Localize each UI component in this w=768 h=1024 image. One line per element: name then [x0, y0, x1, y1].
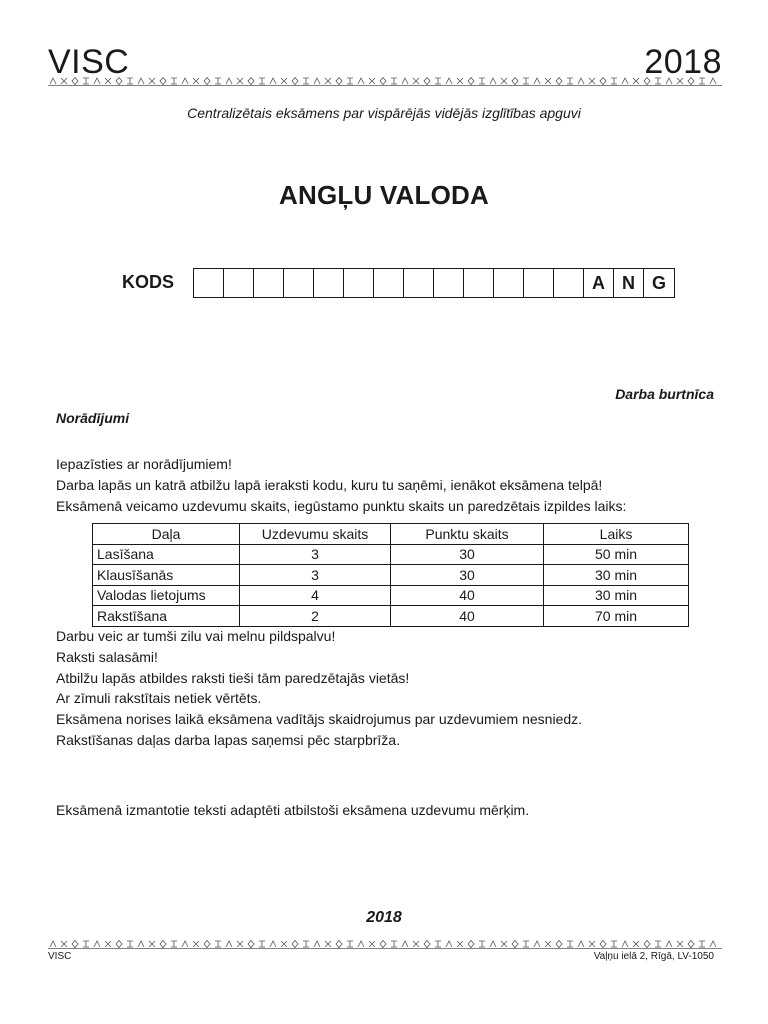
ornament-motif — [622, 941, 628, 947]
ornament-motif — [171, 941, 177, 947]
code-box — [254, 269, 284, 297]
exam-subtitle: Centralizētais eksāmens par vispārējās vidējās izglītības apguvi — [187, 105, 581, 121]
ornament-motif — [127, 941, 133, 947]
table-row — [93, 585, 689, 606]
instruction-line: Eksāmena norises laikā eksāmena vadītājs skaidrojumus par uzdevumiem nesniedz. — [56, 711, 583, 728]
table-header-cell: Daļa — [93, 524, 240, 545]
code-box-letter-a: A — [584, 269, 614, 297]
ornament-motif — [457, 941, 463, 947]
instructions-rules — [56, 626, 736, 751]
code-box — [494, 269, 524, 297]
top-ornament-border — [48, 77, 722, 86]
table-cell: 2 — [240, 606, 391, 627]
ornament-motif — [677, 941, 683, 947]
ornament-motif — [699, 78, 705, 84]
ornament-motif — [248, 78, 254, 85]
note-line: Eksāmenā izmantotie teksti adaptēti atbilstoši eksāmena uzdevumu mērķim. — [56, 802, 530, 818]
code-box — [284, 269, 314, 297]
ornament-motif — [523, 941, 529, 947]
ornament-motif — [105, 78, 111, 84]
ornament-motif — [567, 941, 573, 947]
ornament-motif — [512, 78, 518, 85]
table-cell: 30 — [391, 565, 544, 586]
ornament-motif — [611, 941, 617, 947]
footer-year: 2018 — [366, 909, 402, 926]
table-cell: Valodas lietojums — [93, 585, 240, 606]
ornament-motif — [369, 941, 375, 947]
ornament-motif — [457, 78, 463, 84]
ornament-motif — [94, 78, 100, 84]
ornament-motif — [303, 941, 309, 947]
ornament-motif — [149, 78, 155, 84]
ornament-motif — [556, 941, 562, 948]
ornament-motif — [215, 941, 221, 947]
code-boxes — [193, 268, 675, 298]
instructions-heading: Norādījumi — [56, 410, 130, 426]
code-box — [194, 269, 224, 297]
ornament-motif — [292, 78, 298, 85]
ornament-motif — [534, 78, 540, 84]
ornament-motif — [655, 78, 661, 84]
ornament-motif — [391, 941, 397, 947]
ornament-motif — [413, 941, 419, 947]
ornament-motif — [259, 941, 265, 947]
ornament-motif — [50, 941, 56, 947]
ornament-motif — [545, 78, 551, 84]
ornament-motif — [468, 78, 474, 85]
ornament-motif — [281, 941, 287, 947]
ornament-motif — [512, 941, 518, 948]
ornament-motif — [567, 78, 573, 84]
ornament-motif — [72, 78, 78, 85]
table-header-cell: Uzdevumu skaits — [240, 524, 391, 545]
ornament-motif — [633, 78, 639, 84]
ornament-motif — [556, 78, 562, 85]
ornament-motif — [501, 941, 507, 947]
table-row — [93, 565, 689, 586]
texts-note — [56, 800, 736, 821]
ornament-motif — [710, 941, 716, 947]
ornament-motif — [160, 78, 166, 85]
ornament-motif — [193, 78, 199, 84]
ornament-motif — [435, 78, 441, 84]
ornament-motif — [259, 78, 265, 84]
ornament-motif — [61, 78, 67, 84]
ornament-motif — [688, 941, 694, 948]
ornament-motif — [347, 941, 353, 947]
ornament-motif — [666, 941, 672, 947]
ornament-motif — [545, 941, 551, 947]
ornament-motif — [677, 78, 683, 84]
ornament-motif — [149, 941, 155, 947]
ornament-motif — [622, 78, 628, 84]
ornament-motif — [193, 941, 199, 947]
ornament-motif — [314, 78, 320, 84]
ornament-motif — [237, 78, 243, 84]
header-org: VISC — [48, 43, 130, 81]
instruction-line: Raksti salasāmi! — [56, 648, 158, 665]
ornament-motif — [127, 78, 133, 84]
ornament-motif — [490, 941, 496, 947]
code-box — [464, 269, 494, 297]
ornament-motif — [270, 78, 276, 84]
ornament-motif — [83, 941, 89, 947]
code-box-letter-g: G — [651, 272, 666, 293]
table-cell: Klausīšanās — [93, 565, 240, 586]
ornament-motif — [215, 78, 221, 84]
ornament-motif — [138, 78, 144, 84]
ornament-motif — [369, 78, 375, 84]
exam-structure-table — [92, 523, 689, 627]
ornament-motif — [644, 941, 650, 948]
ornament-motif — [237, 941, 243, 947]
instructions-intro — [56, 454, 736, 516]
ornament-motif — [501, 78, 507, 84]
table-header-cell: Punktu skaits — [391, 524, 544, 545]
code-box — [344, 269, 374, 297]
ornament-motif — [72, 941, 78, 948]
code-box — [314, 269, 344, 297]
ornament-motif — [160, 941, 166, 948]
table-cell: 30 — [391, 544, 544, 565]
instruction-line: Iepazīsties ar norādījumiem! — [56, 456, 232, 472]
exam-title: ANGĻU VALODA — [279, 180, 489, 210]
code-box — [404, 269, 434, 297]
instruction-line: Ar zīmuli rakstītais netiek vērtēts. — [56, 690, 262, 707]
ornament-motif — [226, 941, 232, 947]
instruction-line: Darbu veic ar tumši zilu vai melnu pildspalvu! — [56, 628, 336, 644]
ornament-motif — [413, 78, 419, 84]
ornament-motif — [589, 78, 595, 84]
table-cell: 30 min — [544, 585, 689, 606]
code-box — [524, 269, 554, 297]
ornament-motif — [380, 78, 386, 85]
ornament-motif — [347, 78, 353, 84]
ornament-motif — [303, 78, 309, 84]
ornament-motif — [50, 78, 56, 84]
instruction-line: Darba lapās un katrā atbilžu lapā ieraksti kodu, kuru tu saņēmi, ienākot eksāmena telpā! — [56, 476, 603, 493]
ornament-motif — [523, 78, 529, 84]
ornament-motif — [600, 941, 606, 948]
ornament-motif — [182, 941, 188, 947]
ornament-motif — [61, 941, 67, 947]
footer-org: VISC — [48, 951, 72, 962]
table-cell: Lasīšana — [93, 544, 240, 565]
ornament-motif — [644, 78, 650, 85]
ornament-motif — [182, 78, 188, 84]
ornament-motif — [688, 78, 694, 85]
ornament-motif — [292, 941, 298, 948]
ornament-motif — [325, 941, 331, 947]
ornament-motif — [424, 941, 430, 948]
ornament-motif — [446, 78, 452, 84]
workbook-label: Darba burtnīca — [615, 386, 714, 402]
ornament-motif — [402, 78, 408, 84]
ornament-motif — [314, 941, 320, 947]
footer-address: Vaļņu ielā 2, Rīgā, LV-1050 — [593, 951, 714, 962]
table-cell: Rakstīšana — [93, 606, 240, 627]
ornament-motif — [94, 941, 100, 947]
ornament-motif — [325, 78, 331, 84]
table-cell: 30 min — [544, 565, 689, 586]
ornament-motif — [633, 941, 639, 947]
ornament-motif — [248, 941, 254, 948]
ornament-motif — [83, 78, 89, 84]
ornament-motif — [105, 941, 111, 947]
ornament-motif — [204, 941, 210, 948]
ornament-motif — [358, 941, 364, 947]
ornament-motif — [611, 78, 617, 84]
ornament-motif — [490, 78, 496, 84]
table-cell: 40 — [391, 606, 544, 627]
ornament-motif — [424, 78, 430, 85]
ornament-motif — [270, 941, 276, 947]
table-row — [93, 606, 689, 627]
code-box — [224, 269, 254, 297]
table-cell: 40 — [391, 585, 544, 606]
ornament-motif — [358, 78, 364, 84]
ornament-motif — [666, 78, 672, 84]
instruction-line: Atbilžu lapās atbildes raksti tieši tām paredzētajās vietās! — [56, 669, 410, 686]
code-box — [554, 269, 584, 297]
ornament-motif — [446, 941, 452, 947]
ornament-motif — [479, 78, 485, 84]
ornament-motif — [138, 941, 144, 947]
table-cell: 4 — [240, 585, 391, 606]
ornament-motif — [468, 941, 474, 948]
ornament-motif — [116, 78, 122, 85]
ornament-motif — [402, 941, 408, 947]
ornament-motif — [578, 78, 584, 84]
table-cell: 3 — [240, 544, 391, 565]
code-box — [434, 269, 464, 297]
instruction-line: Eksāmenā veicamo uzdevumu skaits, iegūstamo punktu skaits un paredzētais izpildes laiks: — [56, 497, 627, 514]
ornament-motif — [578, 941, 584, 947]
ornament-motif — [479, 941, 485, 947]
table-header-cell: Laiks — [544, 524, 689, 545]
ornament-motif — [380, 941, 386, 948]
ornament-motif — [699, 941, 705, 947]
code-box — [374, 269, 404, 297]
ornament-motif — [336, 78, 342, 85]
ornament-motif — [204, 78, 210, 85]
ornament-motif — [655, 941, 661, 947]
instruction-line: Rakstīšanas daļas darba lapas saņemsi pēc starpbrīža. — [56, 731, 400, 748]
code-label: KODS — [122, 272, 175, 292]
ornament-motif — [281, 78, 287, 84]
ornament-motif — [226, 78, 232, 84]
ornament-motif — [391, 78, 397, 84]
ornament-motif — [171, 78, 177, 84]
table-cell: 3 — [240, 565, 391, 586]
ornament-motif — [435, 941, 441, 947]
ornament-motif — [336, 941, 342, 948]
table-header-row — [93, 524, 689, 545]
bottom-ornament-border — [48, 940, 722, 949]
ornament-motif — [116, 941, 122, 948]
ornament-motif — [600, 78, 606, 85]
ornament-motif — [534, 941, 540, 947]
table-cell: 50 min — [544, 544, 689, 565]
ornament-motif — [589, 941, 595, 947]
table-cell: 70 min — [544, 606, 689, 627]
header-year: 2018 — [644, 43, 722, 81]
code-box-letter-n: N — [614, 269, 644, 297]
ornament-motif — [710, 78, 716, 84]
table-row — [93, 544, 689, 565]
